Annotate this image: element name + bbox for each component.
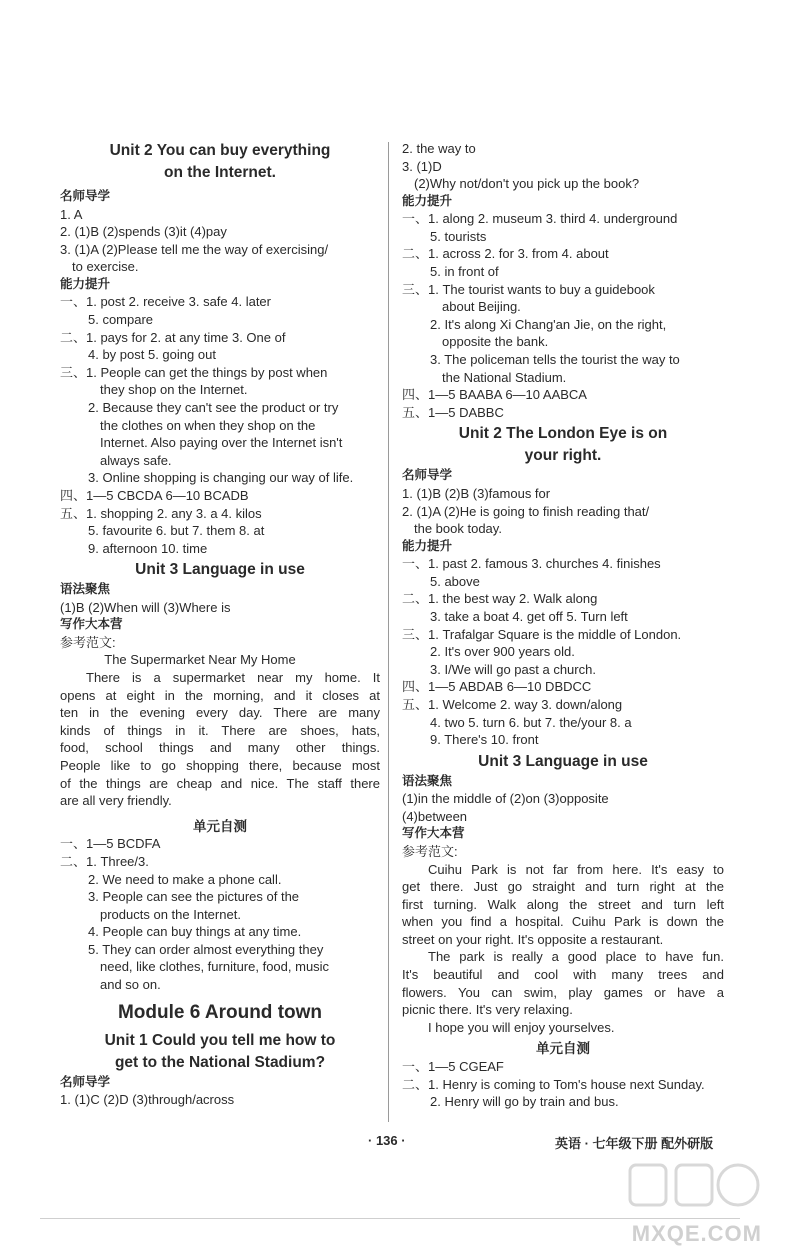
unit-title: Unit 3 Language in use [135,561,305,579]
answer-line: the National Stadium. [442,369,567,385]
essay-title: The Supermarket Near My Home [104,652,296,668]
watermark-text: MXQE.COM [631,1221,762,1246]
section-heading: 语法聚焦 [402,773,453,788]
answer-line: 5. They can order almost everything they [88,941,324,957]
answer-line: to exercise. [72,259,139,275]
answer-line: (4)between [402,808,468,824]
answer-line: 5. compare [88,311,154,327]
section-heading: 名师导学 [60,189,111,203]
answer-line: 4. two 5. turn 6. but 7. the/your 8. a [430,714,632,730]
answer-line: 3. I/We will go past a church. [430,661,596,677]
answer-line: 9. afternoon 10. time [88,540,208,556]
essay-line: flowers. You can swim, play games or have a [402,984,724,1000]
unit-title: Unit 2 You can buy everything [109,142,331,159]
answer-line: 五、1. Welcome 2. way 3. down/along [402,696,623,712]
answer-line: 三、1. People can get the things by post when [60,364,328,380]
answer-line: 3. The policeman tells the tourist the way to [430,352,680,368]
answer-line: 四、1—5 BAABA 6—10 AABCA [402,387,587,403]
answer-line: 二、1. across 2. for 3. from 4. about [402,246,609,262]
module-title: Module 6 Around town [117,1001,323,1023]
answer-line: 一、1. past 2. famous 3. churches 4. finishes [402,556,661,572]
answer-line: about Beijing. [442,299,521,315]
essay-line: ten in the evening every day. There are many [60,705,380,721]
answer-line: 3. (1)D [402,158,442,174]
answer-line: 二、1. Three/3. [60,853,149,869]
answer-line: (1)B (2)When will (3)Where is [60,599,231,615]
answer-line: 2. It's along Xi Chang'an Jie, on the right, [430,316,667,332]
answer-line: (2)Why not/don't you pick up the book? [414,176,640,192]
answer-line: 二、1. the best way 2. Walk along [402,591,598,607]
answer-line: 5. tourists [430,228,487,244]
answer-line: 二、1. pays for 2. at any time 3. One of [60,329,286,345]
unit-title-cont: your right. [524,447,602,465]
book-title: 英语 · 七年级下册 配外研版 [555,1136,714,1151]
essay-line: get there. Just go straight and turn right at the [402,879,724,895]
answer-line: 3. take a boat 4. get off 5. Turn left [430,608,628,624]
answer-line: the book today. [414,521,502,537]
answer-line: 1. A [60,206,83,222]
section-heading: 写作大本营 [60,617,123,632]
sample-label: 参考范文: [402,843,458,859]
answer-line: 1. (1)B (2)B (3)famous for [402,485,551,501]
answer-line: Internet. Also paying over the Internet isn't [100,435,343,451]
essay-line: opens at eight in the morning, and it closes at [60,687,380,703]
right-column [402,140,724,1111]
answer-line: 3. (1)A (2)Please tell me the way of exercising/ [60,241,329,257]
answer-line: 2. Because they can't see the product or try [88,399,339,415]
unit-title-cont: get to the National Stadium? [114,1053,326,1071]
answer-line: 9. There's 10. front [430,732,539,748]
answer-line: and so on. [100,977,161,993]
answer-line: 二、1. Henry is coming to Tom's house next Sunday. [402,1076,705,1092]
unit-title: Unit 2 The London Eye is on [458,425,668,443]
answer-line: 一、1—5 CGEAF [402,1058,504,1074]
left-column [60,140,380,1109]
answer-line: 1. (1)C (2)D (3)through/across [60,1092,235,1108]
section-heading: 名师导学 [402,468,453,483]
answer-line: 五、1. shopping 2. any 3. a 4. kilos [60,505,262,521]
section-heading: 名师导学 [60,1074,111,1089]
answer-line: they shop on the Internet. [100,382,248,398]
essay-line: People like to go shopping there, because most [60,758,380,774]
answer-line: 2. It's over 900 years old. [430,644,575,660]
page-number: · 136 · [368,1133,406,1148]
answer-line: 三、1. The tourist wants to buy a guidebook [402,281,655,297]
answer-line: 2. (1)B (2)spends (3)it (4)pay [60,224,227,240]
section-heading: 能力提升 [60,276,111,291]
answer-line: need, like clothes, furniture, food, music [100,959,330,975]
answer-line: 一、1. along 2. museum 3. third 4. underground [402,211,678,227]
answer-line: 2. We need to make a phone call. [88,871,282,887]
answer-line: 四、1—5 CBCDA 6—10 BCADB [60,487,249,503]
answer-line: 三、1. Trafalgar Square is the middle of London. [402,626,682,642]
unit-title: Unit 3 Language in use [478,752,648,770]
answer-line: opposite the bank. [442,334,549,350]
answer-line: 五、1—5 DABBC [402,404,504,420]
essay-line: picnic there. It's very relaxing. [402,1002,573,1018]
answer-line: 5. above [430,573,480,589]
unit-title-cont: on the Internet. [164,164,276,181]
answer-line: (1)in the middle of (2)on (3)opposite [402,791,609,807]
answer-line: 4. by post 5. going out [88,347,216,363]
section-heading: 语法聚焦 [60,582,111,597]
section-heading: 单元自测 [536,1041,590,1057]
answer-line: 2. the way to [402,141,476,156]
answer-line: 5. in front of [430,264,499,280]
answer-line: 3. Online shopping is changing our way of life. [88,470,354,486]
answer-line: the clothes on when they shop on the [100,417,316,433]
section-heading: 能力提升 [402,538,453,553]
essay-line: The park is really a good place to have fun. [428,949,724,965]
answer-line: 5. favourite 6. but 7. them 8. at [88,523,265,539]
essay-line: kinds of things in it. There are shoes, hats, [60,722,380,738]
essay-line: when you find a hospital. Cuihu Park is down the [402,914,724,930]
section-heading: 能力提升 [402,193,453,208]
essay-line: of the things are cheap and nice. The staff there [60,775,380,791]
answer-line: products on the Internet. [100,906,241,922]
unit-title: Unit 1 Could you tell me how to [104,1031,336,1049]
answer-line: 四、1—5 ABDAB 6—10 DBDCC [402,679,592,695]
essay-line: There is a supermarket near my home. It [86,670,380,686]
answer-line: 2. Henry will go by train and bus. [430,1094,619,1110]
essay-line: are all very friendly. [60,793,172,809]
essay-line: It's beautiful and cool with many trees and [402,967,724,983]
answer-line: 一、1—5 BCDFA [60,836,161,852]
answer-line: always safe. [100,452,172,468]
essay-line: I hope you will enjoy yourselves. [428,1019,615,1035]
answer-line: 4. People can buy things at any time. [88,924,302,940]
essay-line: food, school things and many other things. [60,740,380,756]
essay-line: street on your right. It's opposite a restaurant. [402,931,664,947]
section-heading: 单元自测 [193,818,247,834]
answer-line: 2. (1)A (2)He is going to finish reading that/ [402,503,650,519]
section-heading: 写作大本营 [402,826,465,841]
sample-label: 参考范文: [60,634,116,650]
answer-line: 一、1. post 2. receive 3. safe 4. later [60,294,271,310]
essay-line: Cuihu Park is not far from here. It's easy to [428,861,724,877]
essay-line: first turning. Walk along the street and turn left [402,896,724,912]
answer-line: 3. People can see the pictures of the [88,889,300,905]
column-divider [388,142,389,1122]
